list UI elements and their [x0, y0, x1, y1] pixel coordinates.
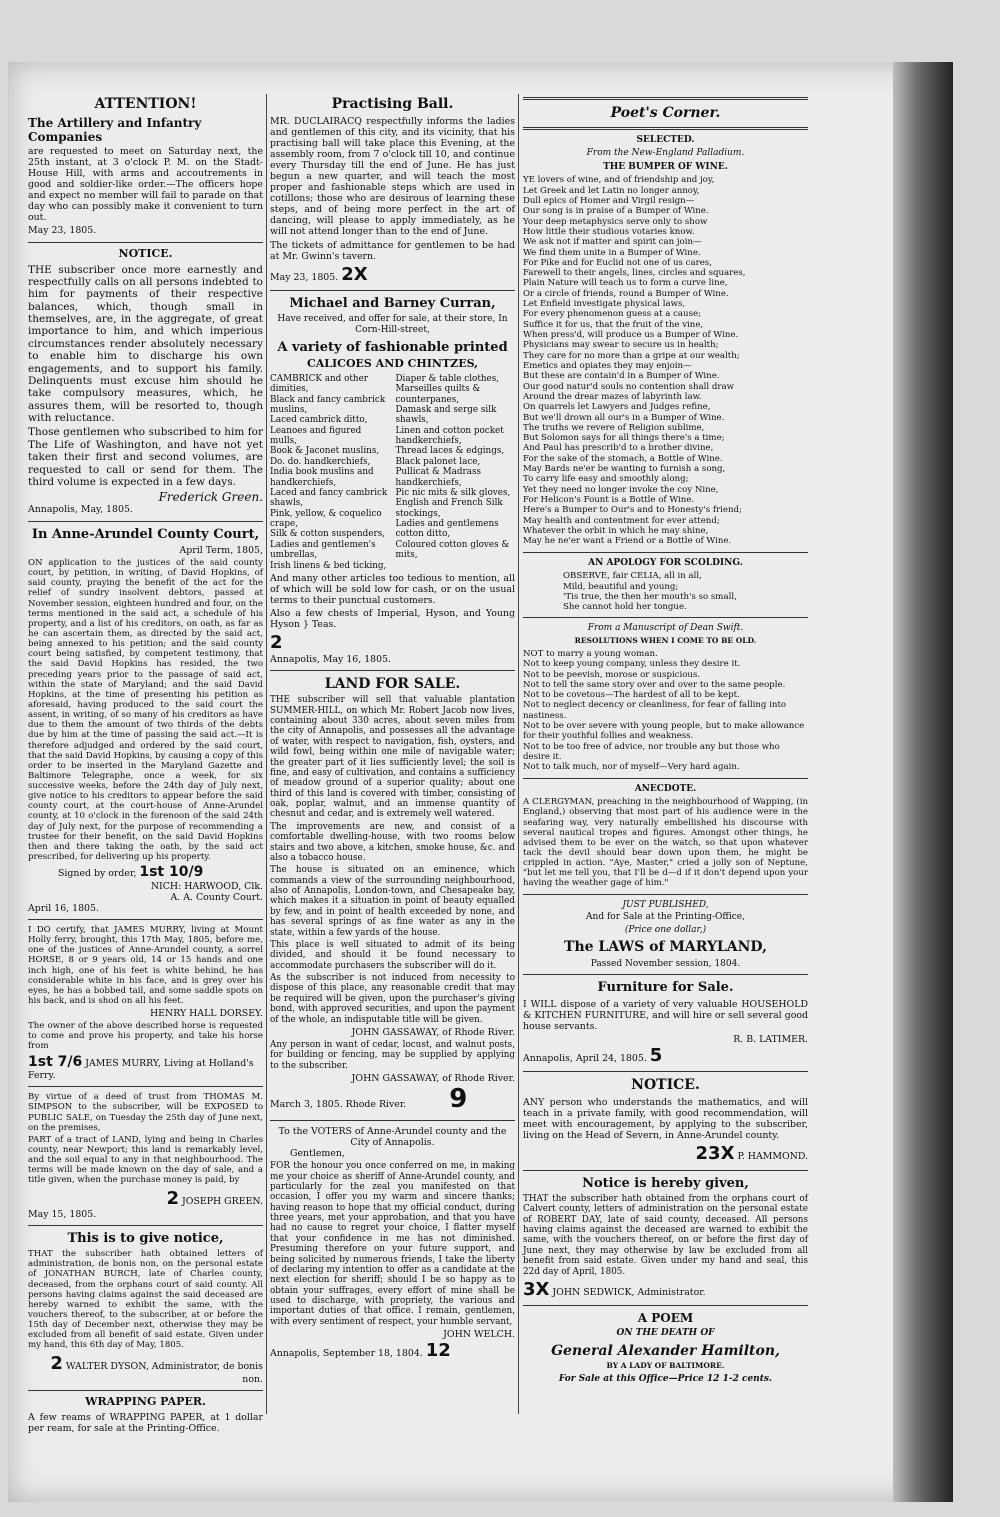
attention-text: are requested to meet on Saturday next, the 25th instant, at 3 o'clock P. M. on the Stadt-House Hill, with arms and accoutrements in good and soldier-like order.—The officers hope and expect no member will fail to parade on that day who can possibly make it convenient to turn out. — [28, 145, 263, 224]
resolutions-heading: RESOLUTIONS WHEN I COME TO BE OLD. — [574, 636, 757, 646]
court-text: ON application to the justices of the said county court, by petition, in writing, of David Hopkins, of said county, praying the benefit of the act for the relief of sundry insolvent debtors, passed at November session, eighteen hundred and four, on the terms mentioned in the said act, a schedule of his property, and a list of his creditors, on oath, as far as he can ascertain them, as directed by the said act, being annexed to his petition; and the said county court being satisfied, by competent testimony, that the said David Hopkins has resided, the two preceding years prior to the passage of said act, within the state of Maryland; and the said David Hopkins, at the time of presenting his petition as aforesaid, having produced to the said court the assent, in writing, of so many of his creditors as have due to them the amount of two thirds of the debts due by him at the time of passing the said act.—It is therefore adjudged and ordered by the said court, that the said David Hopkins, by causing a copy of this order to be inserted in the Maryland Gazette and Baltimore Telegraphe, once a week, for six successive weeks, before the 24th day of July next, give notice to his creditors to appear before the said county court, at the court-house of Anne-Arundel county, at 10 o'clock in the forenoon of the said 24th day of July next, for the purpose of recommending a trustee for their benefit, on the said David Hopkins then and there taking the oath, by the said act prescribed, for delivering up his property. — [28, 557, 263, 863]
hereby-text: THAT the subscriber hath obtained from the orphans court of Calvert county, letters of administration on the personal estate of ROBERT DAY, late of said county, deceased. All persons having claims against the deceased are warned to exhibit the same, with the vouchers thereof, on or before the first day of June next, they may otherwise by law be excluded from all benefit from said estate. Given under my hand and seal, this 22d day of April, 1805. — [523, 1193, 808, 1277]
poem-line: And Paul has prescrib'd to a brother divine, — [523, 443, 714, 454]
wrapping-paper-text: A few reams of WRAPPING PAPER, at 1 dollar per ream, for sale at the Printing-Office. — [28, 1411, 263, 1434]
book-spine — [893, 62, 953, 1502]
land-text-3: The house is situated on an eminence, which commands a view of the surrounding neighbourhood, also of Annapolis, London-town, and Chesapeake bay, which makes it a situation in point of beauty equalled by few, and in point of health exceeded by none, and has several springs of as fine water as any in the state, within a few yards of the house. — [270, 865, 515, 938]
poem-line: Around the drear mazes of labyrinth law. — [523, 391, 702, 402]
goods-item: Marseilles quilts & counterpanes, — [395, 384, 481, 405]
source-palladium: From the New-England Palladium. — [586, 148, 745, 159]
hereby-signature: JOHN SEDWICK, Administrator. — [552, 1286, 706, 1298]
goods-item: Coloured cotton gloves & mits, — [395, 539, 510, 561]
handwritten-mark: 2 — [50, 1352, 63, 1374]
ball-date: May 23, 1805. — [270, 271, 339, 283]
poem-line: May he ne'er want a Friend or a Bottle of Wine. — [523, 536, 732, 547]
handwritten-mark: 2 — [270, 632, 283, 654]
goods-item: Pullicat & Madrass handkerchiefs, — [395, 467, 482, 488]
curran-date: Annapolis, May 16, 1805. — [270, 653, 392, 665]
curran-teas: Also a few chests of Imperial, Hyson, and Young Hyson } Teas. — [270, 608, 515, 631]
attention-date: May 23, 1805. — [28, 225, 97, 237]
newspaper-page — [8, 62, 953, 1502]
curran-subtitle: Have received, and offer for sale, at their store, In Corn-Hill-street, — [277, 314, 508, 335]
land-text-5: As the subscriber is not induced from necessity to dispose of this place, any reasonable credit that may be required will be given, upon the purchaser's giving bond, with approved securities, and upon the payment of the whole, an indisputable title will be given. — [270, 973, 515, 1025]
goods-item: Damask and serge silk shawls, — [395, 404, 497, 426]
poem-line: Here's a Bumper to Our's and to Honesty's friend; — [523, 505, 742, 516]
land-signature-2: JOHN GASSAWAY, of Rhode River. — [351, 1073, 515, 1085]
poem-line: May Bards ne'er be wanting to furnish a song, — [523, 464, 726, 475]
goods-item: Pink, yellow, & coquelico crape, — [270, 508, 382, 530]
goods-item: Laced and fancy cambrick shawls, — [270, 487, 388, 509]
poets-corner-heading: Poet's Corner. — [610, 105, 721, 121]
resolution-item: Not to talk much, nor of myself—Very hard again. — [523, 762, 740, 773]
poem-ad-lady: BY A LADY OF BALTIMORE. — [606, 1361, 725, 1371]
laws-session: Passed November session, 1804. — [590, 958, 741, 969]
handwritten-mark: 12 — [425, 1340, 451, 1362]
resolution-item: Not to be peevish, morose or suspicious. — [523, 669, 701, 680]
court-signed-by: Signed by order, — [58, 868, 137, 880]
give-notice-heading: This is to give notice, — [67, 1230, 224, 1246]
murry-text: I DO certify, that JAMES MURRY, living at Mount Holly ferry, brought, this 17th May, 1805, before me, one of the justices of Anne-Arundel county, a sorrel HORSE, 8 or 9 years old, 14 or 15 hands and one inch high, one of his feet is white behind, he has considerable white in his face, and is grey over his eyes, he has a bobbed tail, and some saddle spots on his back, and is shod on all his feet. — [28, 924, 263, 1006]
voters-heading: To the VOTERS of Anne-Arundel county and the City of Annapolis. — [278, 1125, 507, 1148]
poem-line: Plain Nature will teach us to form a curve line, — [523, 278, 728, 289]
ball-text: MR. DUCLAIRACQ respectfully informs the ladies and gentlemen of this city, and its vicinity, that his practising ball will take place this Evening, at the assembly room, from 7 o'clock till 10, and continue every Thursday till the end of June. He has just begun a new quarter, and will teach the most proper and fashionable steps which are used in cotillons; those who are desirous of learning these steps, and of being more perfect in the art of dancing, will please to apply immediately, as he will not attend longer than to the end of June. — [270, 115, 515, 238]
land-text: THE subscriber will sell that valuable plantation SUMMER-HILL, on which Mr. Robert Jacob now lives, containing about 330 acres, about seven miles from the city of Annapolis, and possesses all the advantage of water, with respect to navigation, fish, oysters, and wild fowl, being within one mile of navigable water; the greater part of it lies sufficiently level; the soil is fine, and easy of cultivation, and contains a sufficiency of meadow ground of a superior quality; about one third of this land is covered with timber, consisting of oak, poplar, walnut, and an immense quantity of chesnut and cedar, and is extremely well watered. — [270, 695, 515, 820]
sale-text-2: PART of a tract of LAND, lying and being in Charles county, near Newport; this land is remarkably level, and the soil equal to any in that neighbourhood. The terms will be made known on the day of sale, and a title given, when the purchase money is paid, by — [28, 1134, 263, 1186]
murry-signature: HENRY HALL DORSEY. — [149, 1008, 263, 1020]
give-notice-text: THAT the subscriber hath obtained letters of administration, de bonis non, on the personal estate of JONATHAN BURCH, late of Charles county, deceased, from the orphans court of said county. All persons having claims against the said deceased are hereby warned to exhibit the same, with the vouchers thereof, to the subscriber, at or before the 15th day of December next, otherwise they may be excluded from all benefit of said estate. Given under my hand, this 6th day of May, 1805. — [28, 1249, 263, 1351]
poem-line: OBSERVE, fair CELIA, all in all, — [563, 571, 702, 582]
resolution-item: Not to tell the same story over and over to the same people. — [523, 679, 786, 690]
poem-line: Let Greek and let Latin no longer annoy, — [523, 185, 700, 196]
goods-item: Silk & cotton suspenders, — [270, 529, 386, 540]
poem-line: YE lovers of wine, and of friendship and joy, — [523, 175, 715, 186]
sale-date: May 15, 1805. — [28, 1208, 97, 1220]
poem-line: Or a circle of friends, round a Bumper of Wine. — [523, 288, 729, 299]
curran-text: And many other articles too tedious to mention, all of which will be sold low for cash, or on the usual terms to their punctual customers. — [270, 572, 515, 607]
goods-item: Thread laces & edgings, — [395, 446, 505, 457]
poem-line: For the sake of the stomach, a Bottle of Wine. — [523, 453, 723, 464]
poem-line: We ask not if matter and spirit can join— — [523, 237, 702, 248]
poem-line: When press'd, will produce us a Bumper of Wine. — [523, 330, 739, 341]
land-text-2: The improvements are new, and consist of a comfortable dwelling-house, with two rooms below stairs and two above, a kitchen, smoke house, &c. and also a tobacco house. — [270, 821, 515, 863]
court-clerk: NICH: HARWOOD, Clk. — [150, 880, 263, 892]
poem-line: Farewell to their angels, lines, circles and squares, — [523, 268, 746, 279]
poem-line: Our good natur'd souls no contention shall draw — [523, 381, 734, 392]
poem-line: For Pike and for Euclid not one of us cares, — [523, 257, 712, 268]
goods-item: CAMBRICK and other dimities, — [270, 373, 368, 395]
poem-line: May health and contentment for ever attend; — [523, 515, 720, 526]
goods-item: Book & Jaconet muslins, — [270, 446, 380, 457]
goods-item: Black and fancy cambrick muslins, — [270, 394, 386, 415]
court-county: A. A. County Court. — [170, 891, 263, 903]
notice-text-2: Those gentlemen who subscribed to him for The Life of Washington, and have not yet taken their first and second volumes, are requested to call or send for them. The third volume is expected in a few days. — [28, 426, 263, 488]
goods-item: Linen and cotton pocket handkerchiefs, — [395, 425, 504, 447]
resolution-item: Not to keep young company, unless they desire it. — [523, 659, 741, 670]
murry-from: JAMES MURRY, Living at Holland's Ferry. — [28, 1057, 254, 1082]
goods-item: Irish linens & bed ticking, — [270, 560, 387, 571]
goods-item: Diaper & table clothes, — [395, 373, 500, 384]
handwritten-mark: 1st 10/9 — [139, 864, 204, 881]
goods-item: Ladies and gentlemens cotton ditto, — [395, 519, 499, 540]
goods-item: Do. do. handkerchiefs, — [270, 456, 371, 467]
handwritten-mark: 2 — [166, 1187, 180, 1209]
resolution-item: Not to be covetous—The hardest of all to be kept. — [523, 690, 740, 701]
poem-line: Physicians may swear to secure us in health; — [523, 340, 719, 351]
poem-line: Whatever the orbit in which he may shine, — [523, 525, 709, 536]
poem-line: Dull epics of Homer and Virgil resign— — [523, 195, 695, 206]
notice-date: Annapolis, May, 1805. — [28, 504, 133, 516]
laws-sale: And for Sale at the Printing-Office, — [586, 912, 745, 923]
land-text-6: Any person in want of cedar, locust, and walnut posts, for building or fencing, may be supplied by applying to the subscriber. — [270, 1039, 515, 1071]
curran-heading: Michael and Barney Curran, — [289, 295, 496, 311]
poem-line: For every phenomenon guess at a cause; — [523, 309, 701, 320]
furniture-signature: R. B. LATIMER. — [733, 1034, 808, 1046]
poem-line: Mild, beautiful and young; — [563, 581, 679, 592]
selected-label: SELECTED. — [636, 134, 695, 145]
poem-line: But these are contain'd in a Bumper of Wine. — [523, 371, 720, 382]
poem-ad-sale: For Sale at this Office—Price 12 1-2 cents. — [558, 1374, 773, 1385]
column-rule — [518, 94, 519, 1414]
poem-line: Yet they need no longer invoke the coy Nine, — [523, 484, 719, 495]
anecdote-text: A CLERGYMAN, preaching in the neighbourhood of Wapping, (in England,) observing that most part of his audience were in the seafaring way, very naturally embellished his discourse with several nautical tropes and figures. Amongst other things, he advised them to be ever on the watch, so that upon whatever tack the devil should bear down upon them, he might be crippled in action. "Aye, Master," cried a jolly son of Neptune, "but let me tell you, that I'll be d—d if it don't depend upon your having the weather gage of him." — [523, 797, 808, 889]
goods-list — [270, 374, 515, 571]
handwritten-mark: 9 — [449, 1084, 468, 1115]
goods-item: Pic nic mits & silk gloves, — [395, 487, 511, 498]
curran-calicoes: CALICOES AND CHINTZES, — [307, 356, 478, 370]
handwritten-mark: 23X — [695, 1143, 735, 1165]
poem-line: But Solomon says for all things there's a time; — [523, 433, 725, 444]
voters-salutation: Gentlemen, — [290, 1148, 345, 1160]
court-term: April Term, 1805, — [179, 544, 263, 556]
apology-heading: AN APOLOGY FOR SCOLDING. — [588, 557, 743, 568]
land-heading: LAND FOR SALE. — [324, 675, 461, 692]
bumper-heading: THE BUMPER OF WINE. — [603, 161, 728, 172]
swift-heading: From a Manuscript of Dean Swift. — [587, 623, 744, 634]
bumper-poem — [523, 175, 808, 546]
attention-subtitle: The Artillery and Infantry Companies — [28, 115, 202, 144]
laws-heading: The LAWS of MARYLAND, — [564, 939, 767, 956]
poem-line: To carry life easy and smoothly along; — [523, 474, 689, 485]
goods-item: India book muslins and handkerchiefs, — [270, 467, 374, 488]
land-signature: JOHN GASSAWAY, of Rhode River. — [351, 1026, 515, 1038]
voters-text: FOR the honour you once conferred on me, in making me your choice as sheriff of Anne-Arundel county, and particularly for the zeal you manifested on that occasion, I offer you my warm and sincere thanks; having reason to hope that my official conduct, during three years, met your approbation, and that you have had no cause to regret your choice, I flatter myself that your confidence in me has not diminished. Presuming therefore on your future support, and being solicited by numerous friends, I take the liberty of declaring my intention to offer as a candidate at the next election for sheriff; should I be so happy as to obtain your suffrages, every effort of mine shall be used to discharge, with propriety, the various and important duties of that office. I remain, gentlemen, with every sentiment of respect, your humble servant, — [270, 1161, 515, 1327]
furniture-heading: Furniture for Sale. — [597, 980, 734, 996]
goods-left — [270, 374, 390, 571]
sale-signature: JOSEPH GREEN. — [182, 1195, 263, 1207]
laws-published: JUST PUBLISHED, — [622, 899, 709, 910]
laws-price: (Price one dollar,) — [624, 924, 707, 935]
goods-item: Laced cambrick ditto, — [270, 415, 368, 426]
anecdote-heading: ANECDOTE. — [634, 783, 697, 794]
resolution-item: Not to neglect decency or cleanliness, for fear of falling into nastiness. — [523, 700, 787, 721]
handwritten-mark: 2X — [341, 263, 368, 285]
court-heading: In Anne-Arundel County Court, — [31, 526, 260, 542]
poem-line: On quarrels let Lawyers and Judges refine, — [523, 402, 711, 413]
poem-line: But we'll drown all our's in a Bumper of Wine. — [523, 412, 725, 423]
goods-right — [396, 374, 516, 571]
ball-heading: Practising Ball. — [331, 96, 454, 112]
murry-text-2: The owner of the above described horse is requested to come and prove his property, and take his horse from — [28, 1021, 263, 1052]
handwritten-mark: 3X — [523, 1278, 550, 1300]
poem-line: We find them unite in a Bumper of Wine. — [523, 247, 701, 258]
resolution-item: NOT to marry a young woman. — [523, 648, 658, 659]
poem-line: She cannot hold her tongue. — [563, 602, 687, 613]
resolutions-list — [523, 649, 808, 773]
notice-heading: NOTICE. — [118, 246, 173, 260]
curran-variety: A variety of fashionable printed — [277, 339, 508, 355]
column-2 — [270, 92, 515, 1361]
poem-line: Emetics and opiates they may enjoin— — [523, 360, 692, 371]
poem-ad-name: General Alexander Hamilton, — [551, 1342, 780, 1359]
poem-ad-death: ON THE DEATH OF — [616, 1328, 715, 1339]
notice-heading-2: NOTICE. — [631, 1077, 700, 1094]
notice-text: THE subscriber once more earnestly and respectfully calls on all persons indebted to him for payments of their respective balances, which, though small in themselves, are, in the aggregate, of great importance to him, and which imperious circumstances render absolutely necessary to enable him to discharge his own engagements, and to support his family. Delinquents must excuse him should he take compulsory measures, which, he assures them, will be resorted to, though with reluctance. — [28, 263, 263, 425]
notice-signature-2: P. HAMMOND. — [737, 1151, 808, 1163]
handwritten-mark: 1st 7/6 — [28, 1053, 83, 1070]
apology-poem — [563, 571, 808, 612]
poem-ad-heading: A POEM — [637, 1311, 694, 1326]
column-3 — [523, 92, 808, 1387]
goods-item: English and French Silk stockings, — [395, 498, 503, 519]
handwritten-mark: 5 — [649, 1045, 663, 1067]
voters-signature: JOHN WELCH. — [443, 1329, 515, 1341]
poem-line: The truths we revere of Religion sublime, — [523, 422, 705, 433]
attention-heading: ATTENTION! — [94, 96, 197, 112]
voters-date: Annapolis, September 18, 1804. — [270, 1348, 423, 1360]
furniture-date: Annapolis, April 24, 1805. — [523, 1053, 647, 1065]
give-notice-signature: WALTER DYSON, Administrator, de bonis non. — [65, 1360, 263, 1385]
land-text-4: This place is well situated to admit of its being divided, and should it be found necessary to accommodate purchasers the subscriber will do it. — [270, 939, 515, 971]
notice-signature: Frederick Green. — [158, 490, 263, 505]
poem-line: They care for no more than a gripe at our wealth; — [523, 350, 740, 361]
poem-line: Your deep metaphysics serve only to show — [523, 216, 708, 227]
hereby-heading: Notice is hereby given, — [582, 1175, 749, 1191]
poem-line: Our song is in praise of a Bumper of Wine. — [523, 206, 709, 217]
land-date: March 3, 1805. Rhode River. — [270, 1099, 407, 1111]
resolution-item: Not to be too free of advice, nor trouble any but those who desire it. — [523, 741, 780, 763]
poem-line: How little their studious votaries know. — [523, 226, 695, 237]
notice-text-3: ANY person who understands the mathematics, and will teach in a private family, with good recommendation, will meet with encouragement, by applying to the subscriber, living on the Head of Severn, in Anne-Arundel county. — [523, 1096, 808, 1142]
wrapping-paper-heading: WRAPPING PAPER. — [85, 1394, 206, 1408]
court-date: April 16, 1805. — [28, 902, 99, 914]
column-rule — [266, 94, 267, 1414]
goods-item: Ladies and gentlemen's umbrellas, — [270, 539, 376, 561]
poem-line: 'Tis true, the then her mouth's so small, — [563, 591, 737, 602]
sale-text: By virtue of a deed of trust from THOMAS M. SIMPSON to the subscriber, will be EXPOSED to PUBLIC SALE, on Tuesday the 25th day of June next, on the premises, — [28, 1092, 263, 1133]
goods-item: Leanoes and figured mulls, — [270, 425, 362, 447]
poem-line: Let Enfield investigate physical laws, — [523, 299, 686, 310]
column-1 — [28, 92, 263, 1436]
ball-text-2: The tickets of admittance for gentlemen to be had at Mr. Gwinn's tavern. — [270, 239, 515, 262]
goods-item: Black palonet lace, — [395, 456, 481, 467]
poem-line: For Helicon's Fount is a Bottle of Wine. — [523, 495, 695, 506]
poem-line: Suffice it for us, that the fruit of the vine, — [523, 319, 704, 330]
resolution-item: Not to be over severe with young people, but to make allowance for their youthful follies and weakness. — [523, 721, 805, 742]
furniture-text: I WILL dispose of a variety of very valuable HOUSEHOLD & KITCHEN FURNITURE, and will hire or sell several good house servants. — [523, 998, 808, 1032]
